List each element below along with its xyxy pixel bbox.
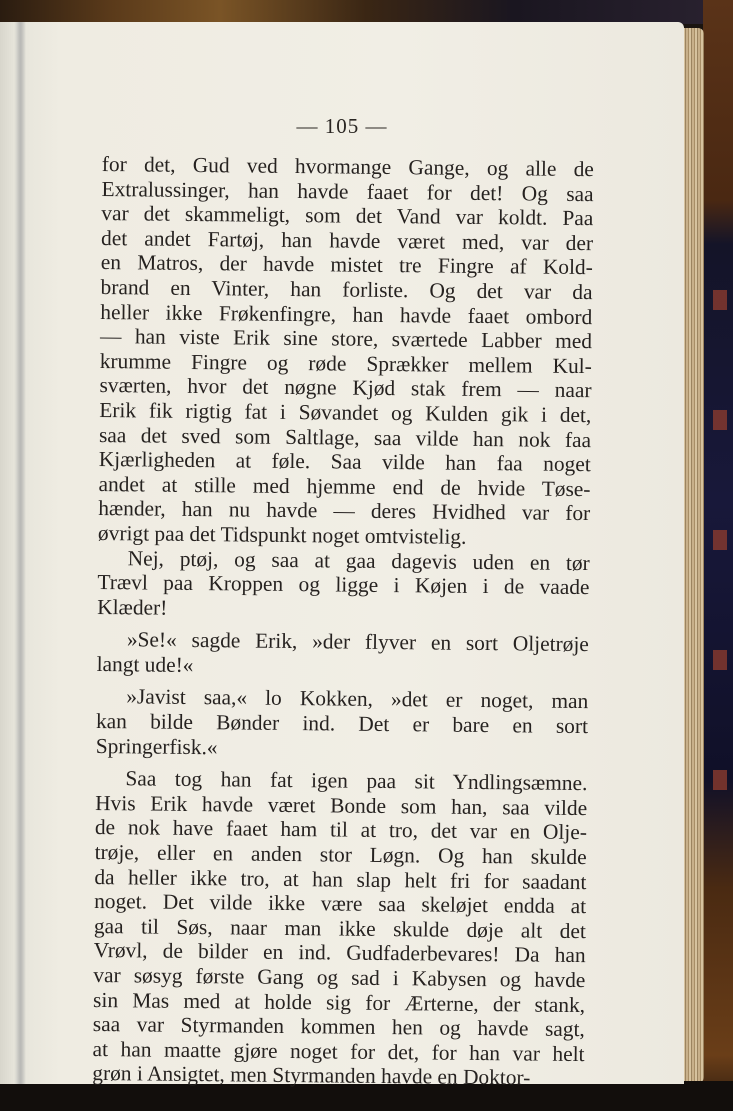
text-line: for det, Gud ved hvormange Gange, og alle de	[101, 152, 594, 182]
text-line: Saa tog han fat igen paa sit Yndlingsæmne.	[125, 766, 588, 796]
text-line: Vrøvl, de bilder en ind. Gudfaderbevares! Da han	[93, 938, 586, 968]
text-line: at han maatte gjøre noget for det, for han var helt	[92, 1036, 585, 1066]
paragraph	[97, 627, 589, 681]
text-line: de nok have faaet ham til at tro, det var en Olje-	[94, 815, 588, 845]
text-line: — han viste Erik sine store, sværtede Labber med	[99, 324, 593, 354]
text-line: »Javist saa,« lo Kokken, »det er noget, man	[126, 684, 589, 714]
body-text	[92, 152, 594, 1091]
text-line: Nej, ptøj, og saa at gaa dagevis uden en tør	[127, 545, 590, 575]
text-line: Klæder!	[97, 594, 168, 620]
text-line: var det skammeligt, som det Vand var koldt. Paa	[101, 201, 594, 231]
gutter-shadow	[16, 22, 26, 1084]
text-line: saa var Styrmanden kommen hen og havde sagt,	[92, 1012, 585, 1042]
text-line: brand en Vinter, han forliste. Og det var da	[100, 274, 593, 305]
text-line: det andet Fartøj, han havde været med, var der	[100, 225, 594, 255]
cover-marbled-pattern	[713, 230, 727, 790]
book-page	[0, 22, 684, 1090]
text-line: Extralussinger, han havde faaet for det! Og saa	[101, 176, 594, 206]
text-line: trøje, eller en anden stor Løgn. Og han skulde	[94, 839, 587, 870]
page-number: — 105 —	[296, 114, 388, 138]
book-cover-right	[703, 0, 733, 1111]
text-line: noget. Det vilde ikke være saa skeløjet endda at	[94, 889, 587, 919]
paragraph	[96, 684, 589, 763]
text-line: kan bilde Bønder ind. Det er bare en sort	[95, 709, 589, 739]
text-line: Hvis Erik havde været Bonde som han, saa vilde	[95, 790, 588, 820]
text-line: sværten, hvor det nøgne Kjød stak frem — naar	[99, 373, 592, 403]
text-line: var søsyg første Gang og sad i Kabysen og havde	[93, 962, 586, 993]
text-line: Kjærligheden at føle. Saa vilde han faa noget	[98, 447, 591, 477]
text-line: saa det sved som Saltlage, saa vilde han nok faa	[98, 422, 592, 452]
paragraph	[97, 545, 590, 624]
text-line: Springerfisk.«	[95, 733, 218, 759]
paragraph	[98, 152, 594, 551]
text-line: grøn i Ansigtet, men Styrmanden havde en Doktor-	[92, 1061, 531, 1090]
text-line: øvrigt paa det Tidspunkt noget omtvistelig.	[97, 520, 467, 549]
text-line: sin Mas med at holde sig for Ærterne, der stank,	[92, 987, 586, 1017]
text-line: hænder, han nu havde — deres Hvidhed var for	[98, 496, 591, 526]
text-line: »Se!« sagde Erik, »der flyver en sort Oljetrøje	[126, 627, 589, 657]
paragraph	[92, 766, 587, 1091]
text-line: heller ikke Frøkenfingre, han havde faaet ombord	[100, 299, 593, 329]
text-line: andet at stille med hjemme end de hvide Tøse-	[98, 471, 591, 501]
text-line: langt ude!«	[96, 651, 194, 677]
text-line: gaa til Søs, naar man ikke skulde døje alt det	[93, 913, 586, 943]
text-line: krumme Fingre og røde Sprækker mellem Kul-	[99, 348, 592, 378]
text-line: Trævl paa Kroppen og ligge i Køjen i de vaade	[97, 570, 590, 600]
text-line: en Matros, der havde mistet tre Fingre af Kold-	[100, 250, 593, 280]
text-line: Erik fik rigtig fat i Søvandet og Kulden gik i det,	[99, 397, 592, 428]
book-cover-top	[0, 0, 733, 24]
text-line: da heller ikke tro, at han slap helt fri for saadant	[94, 864, 587, 894]
